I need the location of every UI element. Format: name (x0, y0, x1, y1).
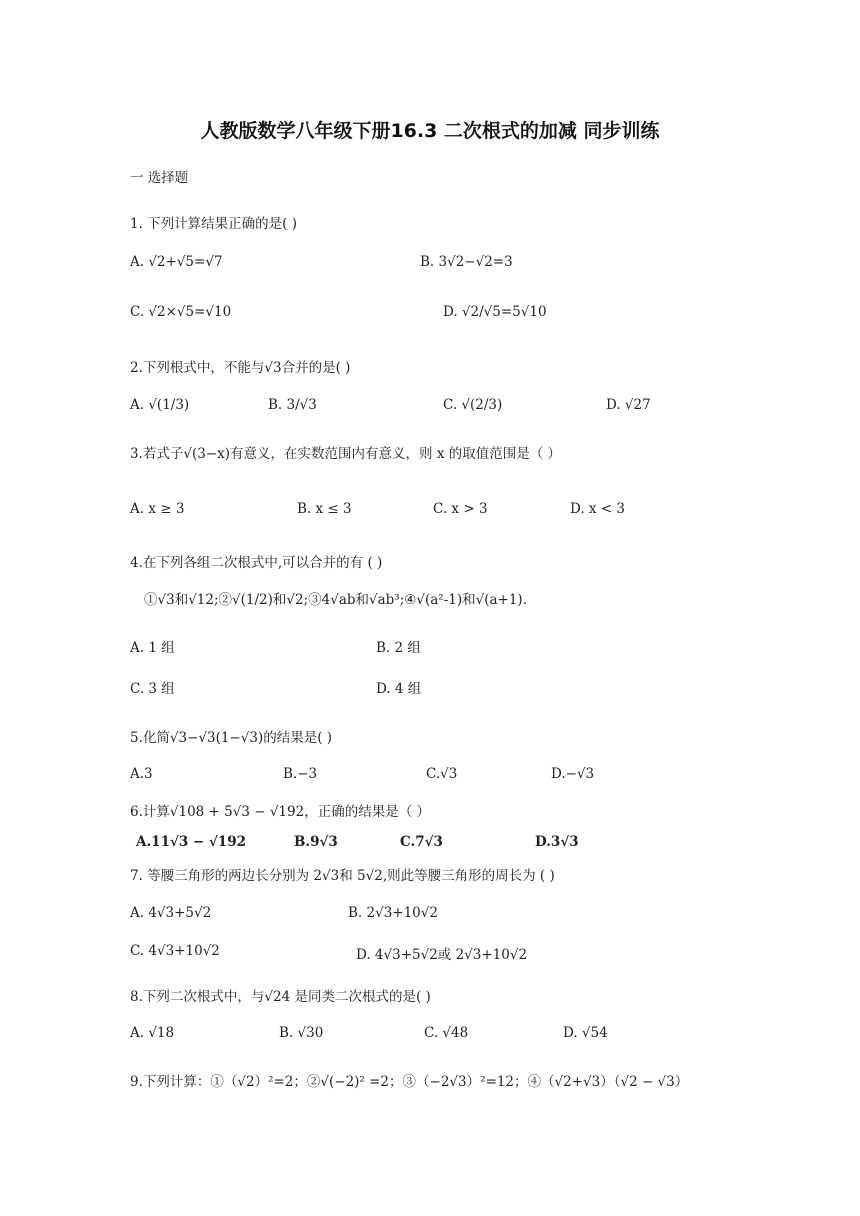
question-4-option-d[interactable]: D. 4 组 (376, 681, 422, 697)
question-5-option-a[interactable]: A.3 (130, 766, 153, 782)
question-8-option-b[interactable]: B. √30 (279, 1025, 324, 1041)
question-1-option-d[interactable]: D. √2/√5=5√10 (443, 304, 547, 320)
question-6-option-a[interactable]: A.11√3 − √192 (136, 834, 246, 850)
question-8-stem: 8.下列二次根式中，与√24 是同类二次根式的是( ) (130, 989, 431, 1005)
question-3-option-d[interactable]: D. x < 3 (570, 501, 626, 517)
question-5-option-c[interactable]: C.√3 (426, 766, 458, 782)
question-8-option-a[interactable]: A. √18 (130, 1025, 175, 1041)
question-6-option-c[interactable]: C.7√3 (400, 834, 443, 850)
question-4-option-b[interactable]: B. 2 组 (376, 640, 421, 656)
question-6-stem: 6.计算√108 + 5√3 − √192，正确的结果是（ ） (130, 804, 430, 820)
question-1-option-a[interactable]: A. √2+√5=√7 (130, 254, 223, 270)
question-7-option-b[interactable]: B. 2√3+10√2 (348, 905, 438, 921)
question-6-option-b[interactable]: B.9√3 (294, 834, 338, 850)
question-2-option-d[interactable]: D. √27 (606, 397, 651, 413)
question-3-option-b[interactable]: B. x ≤ 3 (297, 501, 352, 517)
section-heading: 一 选择题 (130, 170, 189, 186)
question-6-option-d[interactable]: D.3√3 (535, 834, 579, 850)
question-1-stem: 1. 下列计算结果正确的是( ) (130, 216, 297, 232)
question-5-option-d[interactable]: D.−√3 (551, 766, 595, 782)
question-2-option-c[interactable]: C. √(2/3) (443, 397, 503, 413)
question-7-option-a[interactable]: A. 4√3+5√2 (130, 905, 212, 921)
question-3-option-c[interactable]: C. x > 3 (433, 501, 488, 517)
question-5-option-b[interactable]: B.−3 (283, 766, 318, 782)
question-7-option-d[interactable]: D. 4√3+5√2或 2√3+10√2 (356, 947, 528, 963)
question-2-stem: 2.下列根式中，不能与√3合并的是( ) (130, 360, 351, 376)
question-8-option-d[interactable]: D. √54 (563, 1025, 608, 1041)
question-5-stem: 5.化简√3−√3(1−√3)的结果是( ) (130, 730, 333, 746)
question-1-option-b[interactable]: B. 3√2−√2=3 (420, 254, 513, 270)
question-7-stem: 7. 等腰三角形的两边长分别为 2√3和 5√2,则此等腰三角形的周长为 ( ) (130, 868, 555, 884)
question-3-stem: 3.若式子√(3−x)有意义，在实数范围内有意义，则 x 的取值范围是（ ） (130, 446, 562, 462)
document-title: 人教版数学八年级下册16.3 二次根式的加减 同步训练 (200, 120, 660, 142)
question-1-option-c[interactable]: C. √2×√5=√10 (130, 304, 232, 320)
question-7-option-c[interactable]: C. 4√3+10√2 (130, 943, 220, 959)
question-9-stem: 9.下列计算：①（√2）²=2；②√(−2)² =2；③（−2√3）²=12；④（√2+√3）（√2 − √3） (130, 1074, 689, 1090)
question-2-option-a[interactable]: A. √(1/3) (130, 397, 190, 413)
question-4-option-a[interactable]: A. 1 组 (130, 640, 175, 656)
question-3-option-a[interactable]: A. x ≥ 3 (130, 501, 185, 517)
question-4-groups: ①√3和√12;②√(1/2)和√2;③4√ab和√ab³;④√(a²-1)和√(a+1). (144, 592, 527, 608)
question-8-option-c[interactable]: C. √48 (424, 1025, 469, 1041)
question-2-option-b[interactable]: B. 3/√3 (268, 397, 317, 413)
question-4-stem: 4.在下列各组二次根式中,可以合并的有 ( ) (130, 555, 383, 571)
question-4-option-c[interactable]: C. 3 组 (130, 681, 175, 697)
